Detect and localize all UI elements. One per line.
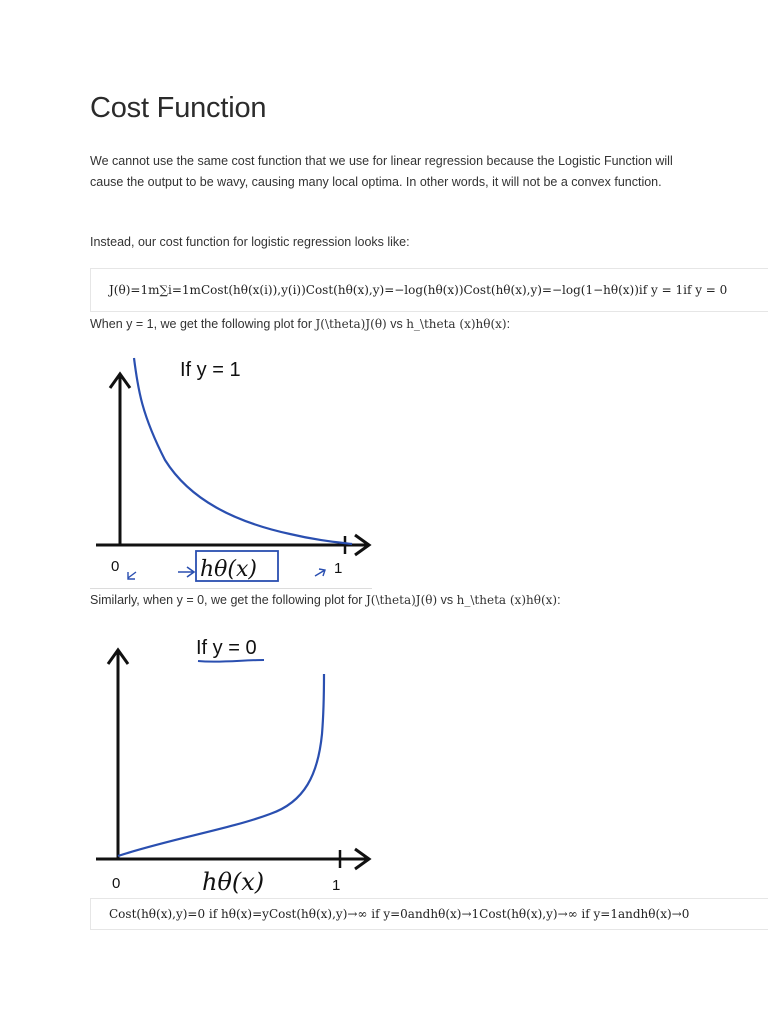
annotation-underline	[198, 660, 264, 662]
plot-y0-axis-label: hθ(x)	[202, 868, 265, 896]
plot-y1	[90, 350, 372, 586]
y0-caption-colon: :	[557, 593, 561, 607]
plot-y0	[90, 624, 372, 896]
y1-caption-prefix: When y = 1, we get the following plot for	[90, 317, 316, 331]
y0-plot-caption	[90, 593, 561, 607]
y0-caption-j: J(\theta)J(θ)	[365, 593, 438, 607]
cost-curve-y0	[118, 674, 324, 856]
plot-y1-svg	[90, 350, 372, 586]
instead-paragraph: Instead, our cost function for logistic regression looks like:	[90, 235, 410, 249]
pointer-arrow-3	[315, 569, 325, 576]
x-label-0: 0	[111, 558, 120, 575]
y0-caption-vs: vs	[437, 593, 457, 607]
page-title: Cost Function	[90, 92, 267, 124]
cost-summary-box	[90, 898, 768, 930]
cost-formula-box	[90, 268, 768, 312]
plot-separator	[90, 588, 372, 589]
y1-caption-colon: :	[506, 317, 511, 331]
intro-paragraph: We cannot use the same cost function that we use for linear regression because the Logistic Function will cause the output to be wavy, causing many local optima. In other words, it will not be a convex function.	[90, 154, 673, 189]
cost-formula: J(θ)=1m∑i=1mCost(hθ(x(i)),y(i))Cost(hθ(x),y)=−log(hθ(x))Cost(hθ(x),y)=−log(1−hθ(x))if y = 1if y = 0	[109, 283, 728, 297]
pointer-arrow-2	[128, 572, 136, 579]
x-label-1: 1	[332, 877, 341, 894]
y1-plot-caption	[90, 317, 510, 331]
y0-caption-h: h_\theta (x)hθ(x)	[456, 593, 558, 607]
x-label-0: 0	[112, 875, 121, 892]
plot-y0-annotation: If y = 0	[196, 637, 257, 659]
plot-y1-axis-label: hθ(x)	[200, 557, 257, 582]
y1-caption-vs: vs	[386, 317, 407, 331]
cost-curve-y1	[134, 358, 352, 544]
y1-caption-h: h_\theta (x)hθ(x)	[406, 317, 507, 331]
pointer-arrow-1	[178, 567, 194, 577]
plot-y0-svg	[90, 624, 372, 896]
y0-caption-prefix: Similarly, when y = 0, we get the following plot for	[90, 593, 366, 607]
y1-caption-j: J(\theta)J(θ)	[315, 317, 387, 331]
x-label-1: 1	[334, 560, 343, 577]
plot-y1-annotation: If y = 1	[180, 359, 241, 381]
cost-summary-formula: Cost(hθ(x),y)=0 if hθ(x)=yCost(hθ(x),y)→∞ if y=0andhθ(x)→1Cost(hθ(x),y)→∞ if y=1andhθ(x)→0	[109, 907, 690, 921]
